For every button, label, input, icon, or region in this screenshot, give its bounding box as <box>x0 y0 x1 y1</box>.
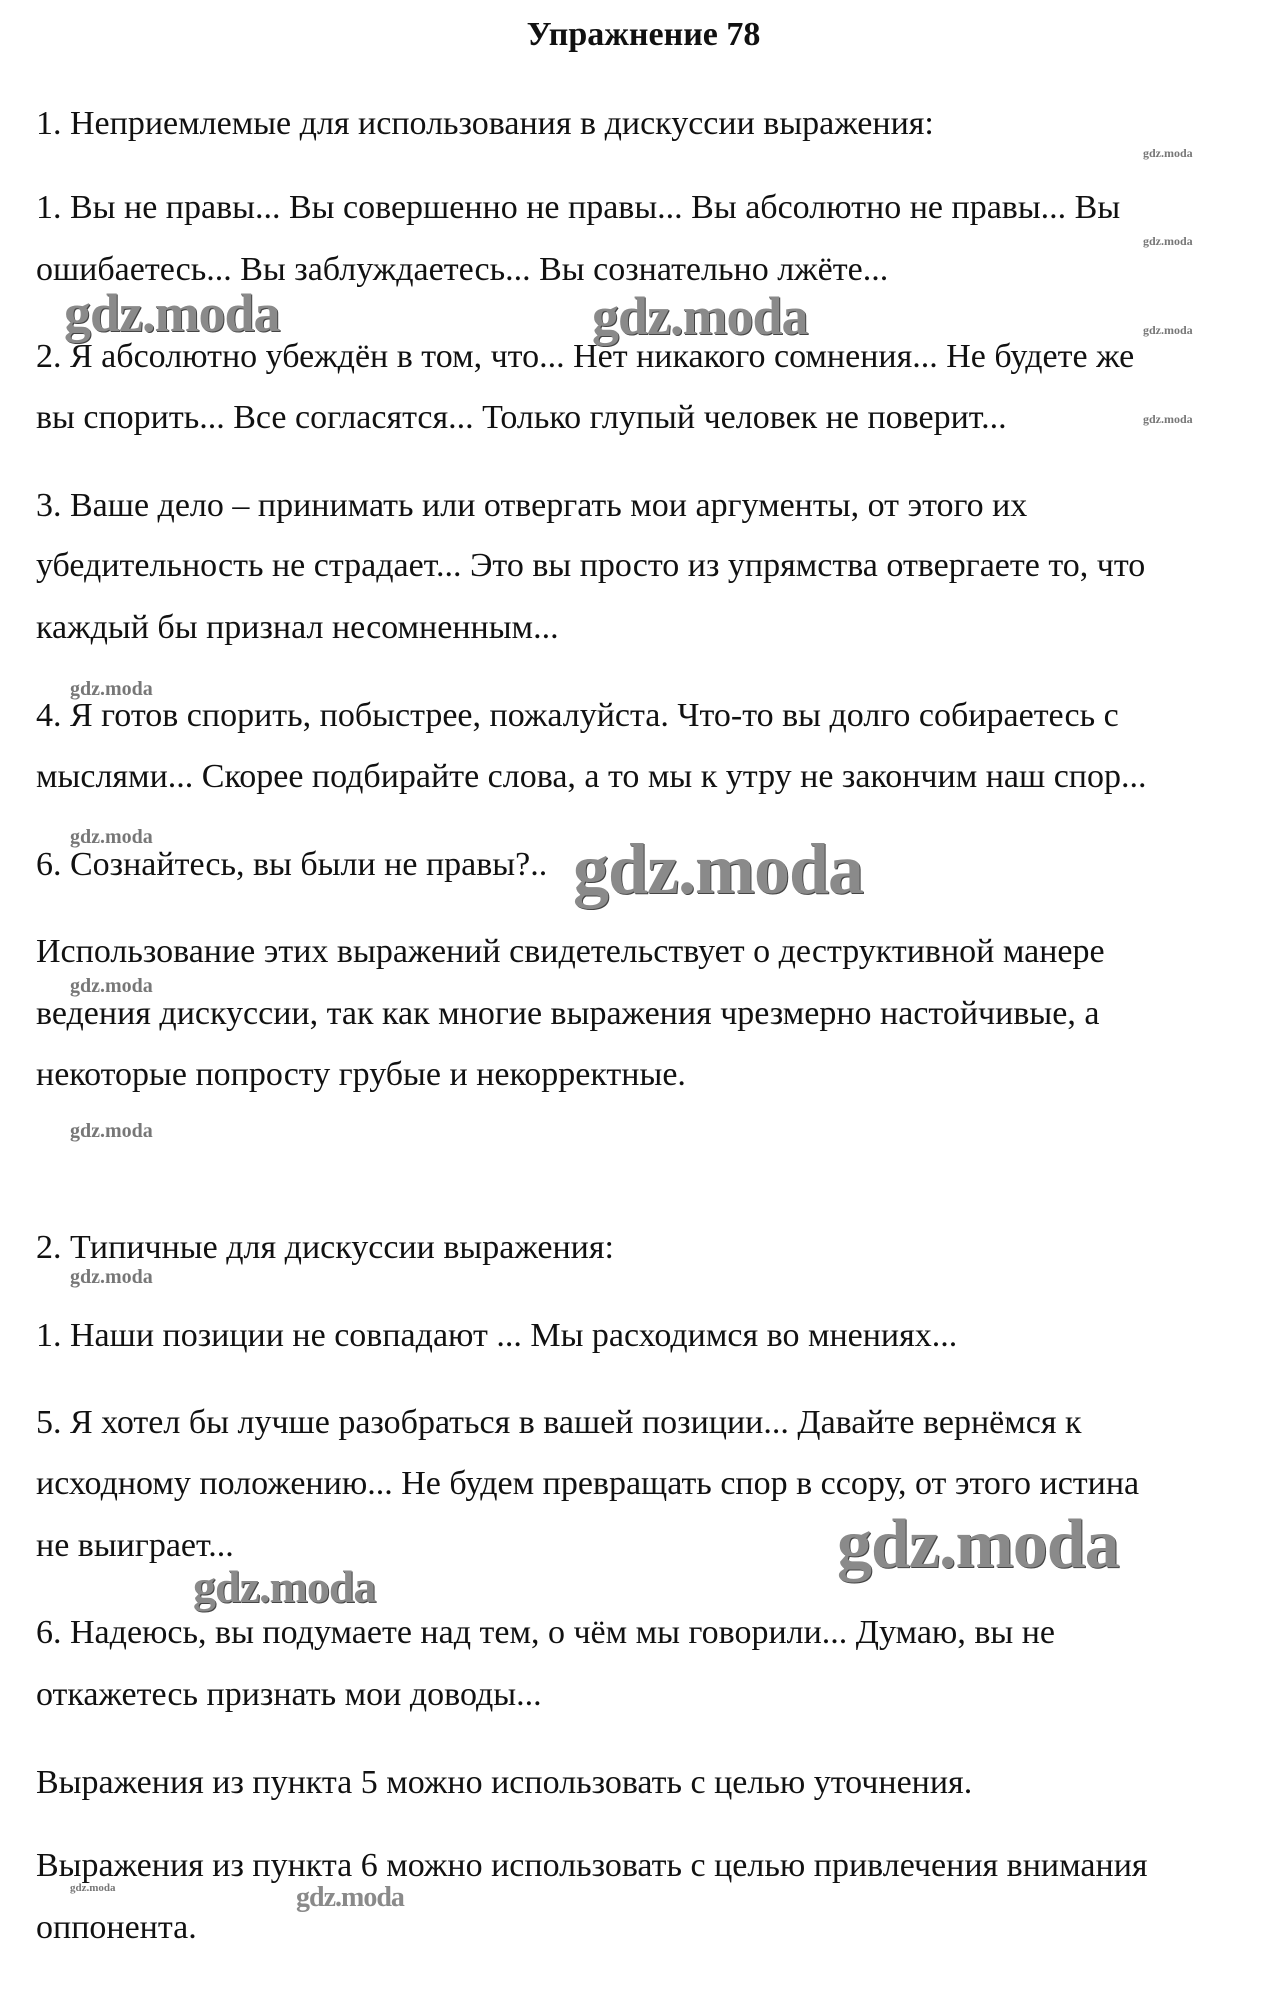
watermark-logo: gdz.moda <box>193 1561 376 1612</box>
text-line: вы спорить... Все согласятся... Только глупый человек не поверит... <box>36 399 1007 436</box>
text-line: мыслями... Скорее подбирайте слова, а то мы к утру не закончим наш спор... <box>36 758 1147 795</box>
text-line: некоторые попросту грубые и некорректные. <box>36 1056 686 1093</box>
watermark-logo: gdz.moda <box>296 1882 404 1913</box>
text-line: 1. Наши позиции не совпадают ... Мы расходимся во мнениях... <box>36 1317 958 1354</box>
text-line: Выражения из пункта 5 можно использовать с целью уточнения. <box>36 1764 973 1801</box>
watermark-logo: gdz.moda <box>1143 412 1193 426</box>
text-line: каждый бы признал несомненным... <box>36 609 559 646</box>
text-line: 1. Вы не правы... Вы совершенно не правы... Вы абсолютно не правы... Вы <box>36 189 1121 226</box>
section-2-heading: 2. Типичные для дискуссии выражения: <box>36 1229 614 1266</box>
text-line: 2. Я абсолютно убеждён в том, что... Нет никакого сомнения... Не будете же <box>36 338 1135 375</box>
text-line: исходному положению... Не будем превращать спор в ссору, от этого истина <box>36 1465 1140 1502</box>
text-line: Выражения из пункта 6 можно использовать с целью привлечения внимания <box>36 1847 1148 1884</box>
page-title: Упражнение 78 <box>526 16 761 53</box>
watermark-logo: gdz.moda <box>1143 146 1193 160</box>
text-line: оппонента. <box>36 1909 197 1946</box>
watermark-logo: gdz.moda <box>70 678 153 700</box>
watermark-logo: gdz.moda <box>70 826 153 848</box>
watermark-logo: gdz.moda <box>573 829 864 909</box>
watermark-logo: gdz.moda <box>592 286 808 346</box>
text-line: 6. Надеюсь, вы подумаете над тем, о чём мы говорили... Думаю, вы не <box>36 1614 1056 1651</box>
text-line: убедительность не страдает... Это вы просто из упрямства отвергаете то, что <box>36 547 1146 584</box>
watermark-logo: gdz.moda <box>70 1120 153 1142</box>
watermark-logo: gdz.moda <box>64 283 280 343</box>
text-line: 3. Ваше дело – принимать или отвергать мои аргументы, от этого их <box>36 487 1028 524</box>
watermark-logo: gdz.moda <box>1143 323 1193 337</box>
text-line: 6. Сознайтесь, вы были не правы?.. <box>36 846 548 883</box>
watermark-logo: gdz.moda <box>837 1506 1119 1583</box>
watermark-logo: gdz.moda <box>70 1266 153 1288</box>
text-line: 5. Я хотел бы лучше разобраться в вашей позиции... Давайте вернёмся к <box>36 1404 1082 1441</box>
text-line: ведения дискуссии, так как многие выражения чрезмерно настойчивые, а <box>36 995 1100 1032</box>
text-line: 4. Я готов спорить, побыстрее, пожалуйста. Что-то вы долго собираетесь с <box>36 697 1119 734</box>
text-line: откажетесь признать мои доводы... <box>36 1676 542 1713</box>
section-1-heading: 1. Неприемлемые для использования в дискуссии выражения: <box>36 105 934 142</box>
watermark-logo: gdz.moda <box>1143 234 1193 248</box>
text-line: ошибаетесь... Вы заблуждаетесь... Вы сознательно лжёте... <box>36 251 889 288</box>
watermark-logo: gdz.moda <box>70 975 153 997</box>
text-line: не выиграет... <box>36 1527 234 1564</box>
watermark-logo: gdz.moda <box>70 1882 116 1894</box>
text-line: Использование этих выражений свидетельствует о деструктивной манере <box>36 933 1105 970</box>
